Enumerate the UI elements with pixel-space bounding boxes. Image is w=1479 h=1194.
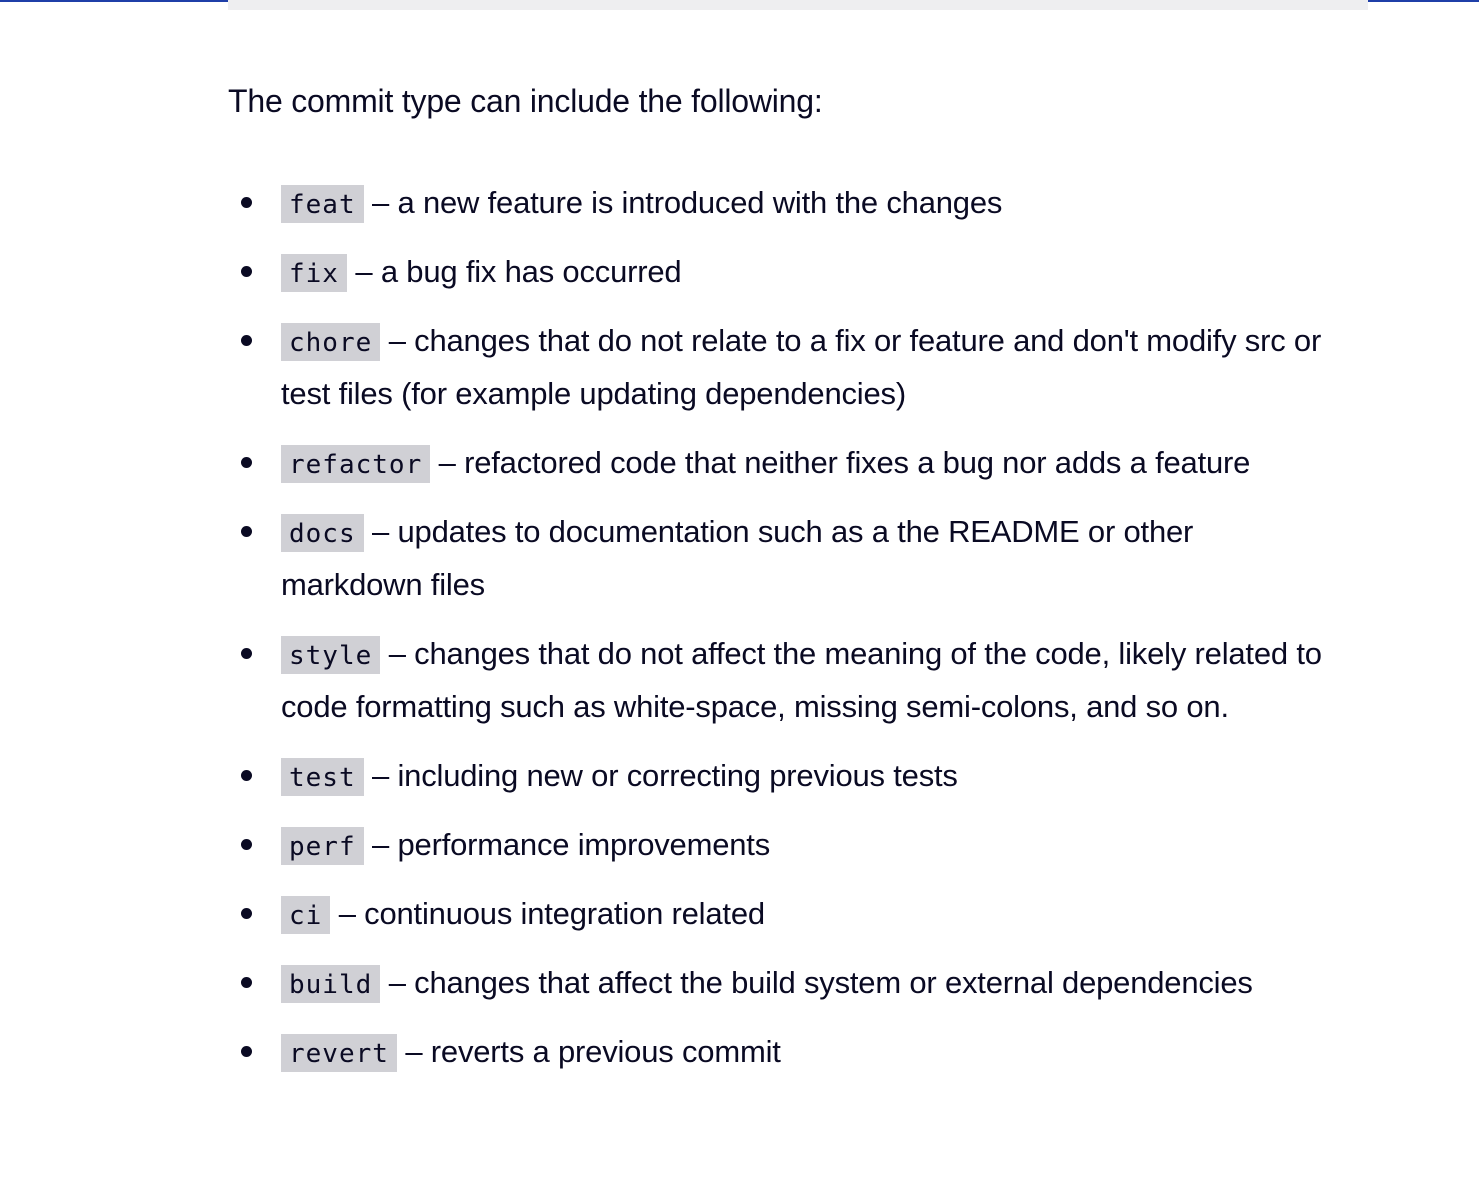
commit-type-code: docs [281,514,364,552]
list-item [228,505,1328,611]
bullet-icon [241,770,252,781]
commit-type-description: – a bug fix has occurred [346,254,682,289]
previous-code-block-edge [228,0,1368,10]
commit-type-description: – changes that do not relate to a fix or feature and don't modify src or test files (for example updating dependencies) [281,323,1322,411]
commit-type-description: – refactored code that neither fixes a bug nor adds a feature [430,445,1251,480]
bullet-icon [241,839,252,850]
list-item [228,627,1328,733]
list-item [228,887,1328,940]
list-item [228,314,1328,420]
intro-paragraph: The commit type can include the following: [228,83,823,119]
commit-type-code: build [281,965,380,1003]
commit-type-code: revert [281,1034,397,1072]
list-item [228,436,1328,489]
commit-type-description: – performance improvements [363,827,771,862]
commit-type-code: style [281,636,380,674]
bullet-icon [241,266,252,277]
commit-type-description: – reverts a previous commit [396,1034,781,1069]
list-item [228,245,1328,298]
commit-type-description: – including new or correcting previous tests [363,758,958,793]
commit-type-code: ci [281,896,330,934]
commit-type-code: fix [281,254,347,292]
commit-type-description: – continuous integration related [330,896,765,931]
bullet-icon [241,335,252,346]
bullet-icon [241,908,252,919]
commit-type-description: – updates to documentation such as a the README or other markdown files [281,514,1194,602]
list-item [228,956,1328,1009]
list-item [228,1025,1328,1078]
commit-type-description: – a new feature is introduced with the changes [363,185,1003,220]
bullet-icon [241,648,252,659]
list-item [228,818,1328,871]
commit-type-code: feat [281,185,364,223]
list-item [228,176,1328,229]
bullet-icon [241,1046,252,1057]
article-content [228,78,1328,1094]
commit-type-list [228,176,1328,1078]
commit-type-description: – changes that affect the build system or external dependencies [380,965,1253,1000]
commit-type-code: refactor [281,445,430,483]
commit-type-description: – changes that do not affect the meaning of the code, likely related to code formatting such as white-space, missing semi-colons, and so on. [281,636,1322,724]
bullet-icon [241,197,252,208]
bullet-icon [241,526,252,537]
commit-type-code: chore [281,323,380,361]
bullet-icon [241,457,252,468]
commit-type-code: perf [281,827,364,865]
commit-type-code: test [281,758,364,796]
bullet-icon [241,977,252,988]
list-item [228,749,1328,802]
